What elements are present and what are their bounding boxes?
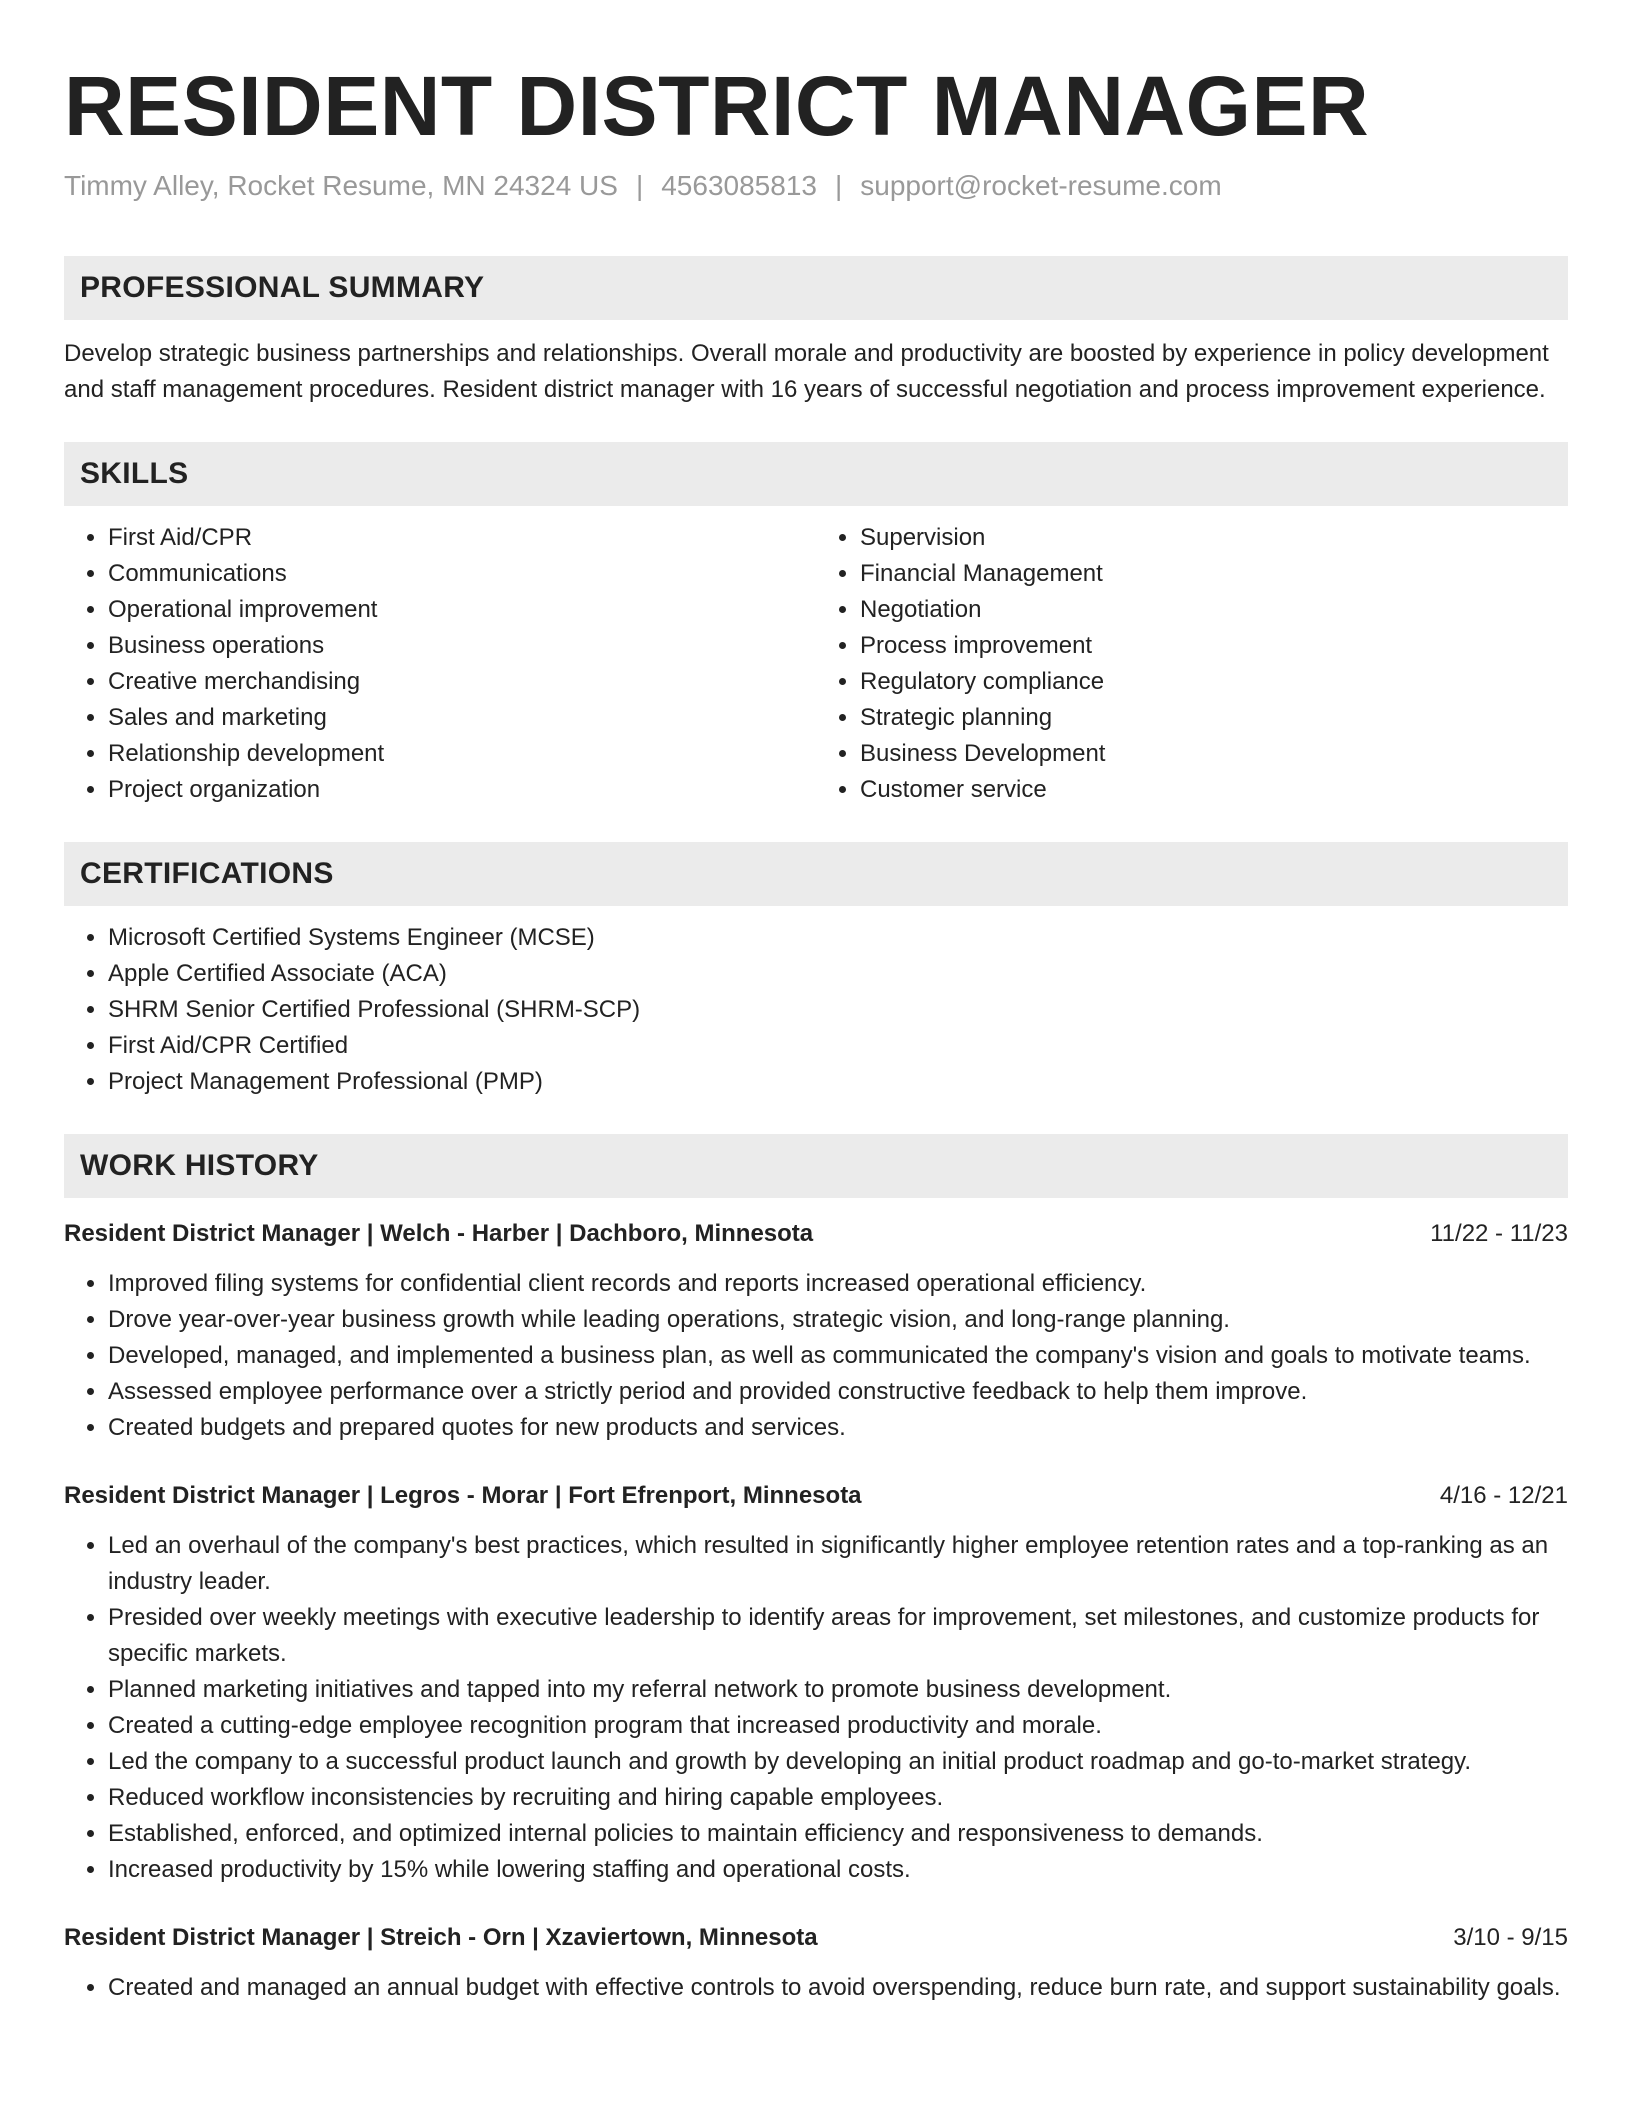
- job-entry: [64, 1478, 1568, 1888]
- skill-item: • Process improvement: [860, 628, 1568, 664]
- certification-item: • First Aid/CPR Certified: [108, 1028, 1568, 1064]
- job-bullet: • Led an overhaul of the company's best practices, which resulted in significantly higher employee retention rates and a top-ranking as an industry leader.: [108, 1528, 1568, 1600]
- certification-item: • SHRM Senior Certified Professional (SHRM-SCP): [108, 992, 1568, 1028]
- skill-item: • Sales and marketing: [108, 700, 816, 736]
- work-history-heading: WORK HISTORY: [64, 1134, 1568, 1198]
- job-bullet: • Drove year-over-year business growth while leading operations, strategic vision, and long-range planning.: [108, 1302, 1568, 1338]
- job-bullet: • Developed, managed, and implemented a business plan, as well as communicated the company's vision and goals to motivate teams.: [108, 1338, 1568, 1374]
- job-title: Resident District Manager | Legros - Morar | Fort Efrenport, Minnesota: [64, 1482, 862, 1509]
- job-bullet: • Presided over weekly meetings with executive leadership to identify areas for improvement, set milestones, and customize products for specific markets.: [108, 1600, 1568, 1672]
- job-bullet: • Planned marketing initiatives and tapped into my referral network to promote business development.: [108, 1672, 1568, 1708]
- resume-title: RESIDENT DISTRICT MANAGER: [64, 59, 1370, 153]
- job-header: [64, 1920, 1568, 1956]
- contact-address: Timmy Alley, Rocket Resume, MN 24324 US: [64, 170, 618, 201]
- job-bullet: • Led the company to a successful product launch and growth by developing an initial product roadmap and go-to-market strategy.: [108, 1744, 1568, 1780]
- contact-separator: |: [635, 170, 644, 201]
- skill-item: • First Aid/CPR: [108, 520, 816, 556]
- job-bullets: [64, 1970, 1568, 2006]
- skill-item: • Relationship development: [108, 736, 816, 772]
- skill-item: • Business Development: [860, 736, 1568, 772]
- job-bullet: • Reduced workflow inconsistencies by recruiting and hiring capable employees.: [108, 1780, 1568, 1816]
- certification-item: • Microsoft Certified Systems Engineer (MCSE): [108, 920, 1568, 956]
- certification-item: • Apple Certified Associate (ACA): [108, 956, 1568, 992]
- skill-item: • Operational improvement: [108, 592, 816, 628]
- certifications-list: [64, 920, 1568, 1100]
- job-bullet: • Assessed employee performance over a strictly period and provided constructive feedback to help them improve.: [108, 1374, 1568, 1410]
- skill-item: • Strategic planning: [860, 700, 1568, 736]
- job-dates: 4/16 - 12/21: [1439, 1482, 1568, 1509]
- skills-columns: [64, 520, 1568, 808]
- job-title: Resident District Manager | Streich - Orn | Xzaviertown, Minnesota: [64, 1924, 818, 1951]
- skill-item: • Creative merchandising: [108, 664, 816, 700]
- job-title: Resident District Manager | Welch - Harber | Dachboro, Minnesota: [64, 1220, 814, 1247]
- job-bullet: • Created and managed an annual budget with effective controls to avoid overspending, reduce burn rate, and support sustainability goals.: [108, 1970, 1568, 2006]
- job-entry: [64, 1216, 1568, 1446]
- skills-list-left: [64, 520, 816, 808]
- job-bullet: • Created a cutting-edge employee recognition program that increased productivity and morale.: [108, 1708, 1568, 1744]
- job-bullet: • Created budgets and prepared quotes for new products and services.: [108, 1410, 1568, 1446]
- contact-email: support@rocket-resume.com: [860, 170, 1222, 201]
- job-dates: 3/10 - 9/15: [1453, 1924, 1568, 1951]
- skill-item: • Project organization: [108, 772, 816, 808]
- contact-separator: |: [834, 170, 843, 201]
- summary-heading: PROFESSIONAL SUMMARY: [64, 256, 1568, 320]
- job-header: [64, 1216, 1568, 1252]
- job-dates: 11/22 - 11/23: [1430, 1220, 1568, 1247]
- contact-line: [64, 166, 1568, 206]
- job-header: [64, 1478, 1568, 1514]
- skill-item: • Communications: [108, 556, 816, 592]
- job-bullets: [64, 1528, 1568, 1888]
- skill-item: • Financial Management: [860, 556, 1568, 592]
- skills-list-right: [816, 520, 1568, 808]
- certification-item: • Project Management Professional (PMP): [108, 1064, 1568, 1100]
- job-bullet: • Improved filing systems for confidential client records and reports increased operational efficiency.: [108, 1266, 1568, 1302]
- summary-text: Develop strategic business partnerships and relationships. Overall morale and productivity are boosted by experience in policy development and staff management procedures. Resident district manager with 16 years of successful negotiation and process improvement experience.: [64, 340, 1549, 403]
- job-bullets: [64, 1266, 1568, 1446]
- skill-item: • Business operations: [108, 628, 816, 664]
- job-bullet: • Increased productivity by 15% while lowering staffing and operational costs.: [108, 1852, 1568, 1888]
- certifications-heading: CERTIFICATIONS: [64, 842, 1568, 906]
- skill-item: • Regulatory compliance: [860, 664, 1568, 700]
- job-bullet: • Established, enforced, and optimized internal policies to maintain efficiency and responsiveness to demands.: [108, 1816, 1568, 1852]
- skill-item: • Negotiation: [860, 592, 1568, 628]
- skill-item: • Supervision: [860, 520, 1568, 556]
- skills-heading: SKILLS: [64, 442, 1568, 506]
- contact-phone: 4563085813: [661, 170, 817, 201]
- skill-item: • Customer service: [860, 772, 1568, 808]
- job-entry: [64, 1920, 1568, 2006]
